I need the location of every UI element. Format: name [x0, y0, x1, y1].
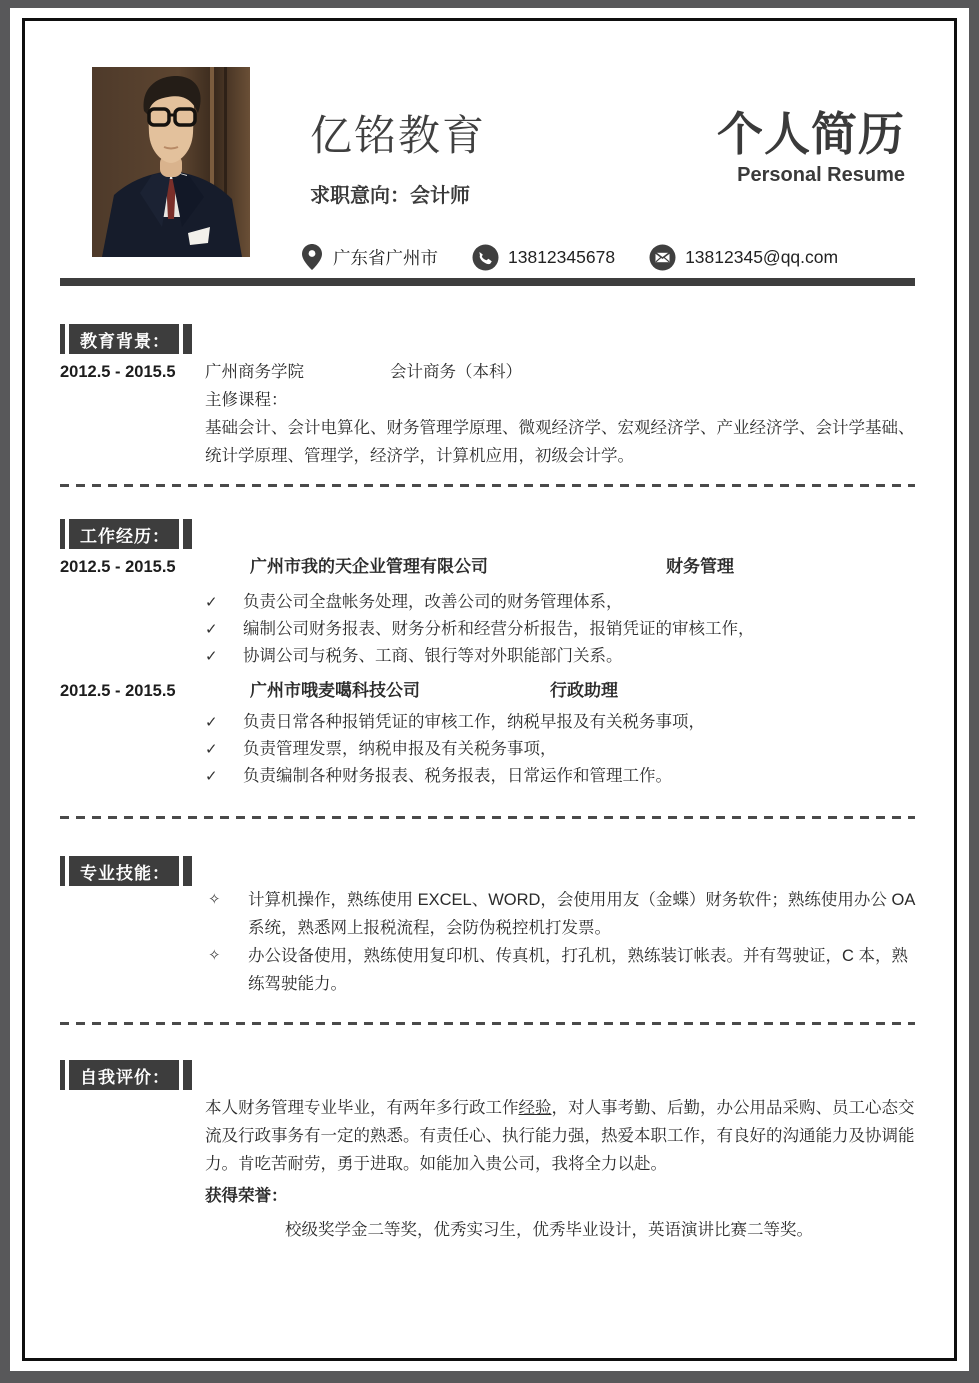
honors-text: 校级奖学金二等奖，优秀实习生，优秀毕业设计，英语演讲比赛二等奖。: [285, 1221, 813, 1239]
contact-phone-text: 13812345678: [508, 246, 616, 267]
section-title-box: 自我评价：: [69, 1060, 179, 1090]
profile-photo: [92, 67, 250, 257]
education-entry: [60, 358, 915, 386]
job-bullet-list: [60, 709, 915, 790]
resume-title: 个人简历: [717, 108, 905, 160]
education-courses-label: 主修课程：: [205, 391, 288, 409]
check-icon: ✓: [205, 741, 218, 758]
header-divider-bar: [60, 278, 915, 286]
check-icon: ✓: [205, 648, 218, 665]
underlined-word: 经验: [518, 1099, 552, 1117]
job-company: 广州市哦麦噶科技公司: [250, 681, 420, 700]
location-icon: [300, 243, 324, 271]
diamond-icon: ✧: [208, 947, 221, 964]
check-icon: ✓: [205, 714, 218, 731]
section-accent-bar: [183, 1060, 192, 1090]
job-header: [60, 553, 915, 581]
job-bullet: ✓ 协调公司与税务、工商、银行等对外职能部门关系。: [205, 643, 915, 670]
experience-section-header: [60, 519, 915, 549]
phone-icon: [472, 244, 499, 271]
dashed-divider: [60, 484, 915, 487]
skill-item: ✧ 办公设备使用，熟练使用复印机、传真机，打孔机，熟练装订帐表。并有驾驶证，C 本，熟练驾驶能力。: [208, 942, 915, 998]
section-title-box: 专业技能：: [69, 856, 179, 886]
job-bullet: ✓ 负责公司全盘帐务处理，改善公司的财务管理体系，: [205, 589, 915, 616]
section-accent-bar: [183, 856, 192, 886]
resume-title-block: [717, 109, 905, 187]
job-bullet-list: [60, 589, 915, 670]
dashed-divider: [60, 816, 915, 819]
contact-phone: [472, 244, 615, 271]
dashed-divider: [60, 1022, 915, 1025]
diamond-icon: ✧: [208, 891, 221, 908]
job-bullet: ✓ 编制公司财务报表、财务分析和经营分析报告，报销凭证的审核工作，: [205, 616, 915, 643]
job-header: [60, 677, 915, 705]
job-role: 行政助理: [550, 681, 618, 700]
evaluation-paragraph: 本人财务管理专业毕业，有两年多行政工作经验，对人事考勤、后勤，办公用品采购、员工心态交流及行政事务有一定的熟悉。有责任心、执行能力强，热爱本职工作，有良好的沟通能力及协调能力。肯吃苦耐劳，勇于进取。如能加入贵公司，我将全力以赴。: [205, 1099, 915, 1173]
honors-label: 获得荣誉：: [205, 1187, 288, 1205]
section-accent-bar: [60, 856, 65, 886]
education-school: 广州商务学院: [205, 363, 304, 381]
resume-page: [22, 18, 957, 1361]
section-accent-bar: [60, 324, 65, 354]
section-accent-bar: [183, 324, 192, 354]
section-experience: [60, 519, 915, 819]
job-bullet: ✓ 负责编制各种财务报表、税务报表，日常运作和管理工作。: [205, 763, 915, 790]
contact-email-text: 13812345@qq.com: [685, 246, 839, 267]
check-icon: ✓: [205, 594, 218, 611]
resume-subtitle: Personal Resume: [737, 163, 905, 186]
education-courses: 基础会计、会计电算化、财务管理学原理、微观经济学、宏观经济学、产业经济学、会计学基础、统计学原理、管理学，经济学，计算机应用，初级会计学。: [205, 419, 915, 465]
contact-location-text: 广东省广州市: [333, 247, 438, 268]
check-icon: ✓: [205, 768, 218, 785]
job-bullet: ✓ 负责管理发票，纳税申报及有关税务事项，: [205, 736, 915, 763]
education-section-header: [60, 324, 915, 354]
section-skills: [60, 856, 915, 1025]
contact-row: [300, 243, 838, 271]
section-accent-bar: [60, 519, 65, 549]
education-major: 会计商务（本科）: [390, 363, 522, 381]
section-title-box: 教育背景：: [69, 324, 179, 354]
job-date: 2012.5 - 2015.5: [60, 558, 176, 576]
job-company: 广州市我的天企业管理有限公司: [250, 557, 488, 576]
contact-email: [649, 244, 838, 271]
contact-location: [300, 243, 438, 271]
job-bullet: ✓ 负责日常各种报销凭证的审核工作，纳税早报及有关税务事项，: [205, 709, 915, 736]
skill-item: ✧ 计算机操作，熟练使用 EXCEL、WORD，会使用用友（金蝶）财务软件；熟练使用办公 OA 系统，熟悉网上报税流程，会防伪税控机打发票。: [208, 886, 915, 942]
brand-name: 亿铭教育: [310, 112, 487, 159]
skills-section-header: [60, 856, 915, 886]
check-icon: ✓: [205, 621, 218, 638]
email-icon: [649, 244, 676, 271]
job-role: 财务管理: [666, 557, 734, 576]
section-accent-bar: [60, 1060, 65, 1090]
skill-list: [60, 886, 915, 998]
evaluation-section-header: [60, 1060, 915, 1090]
job-date: 2012.5 - 2015.5: [60, 682, 176, 700]
section-education: [60, 324, 915, 487]
resume-header: [60, 21, 915, 286]
section-evaluation: [60, 1060, 915, 1244]
section-accent-bar: [183, 519, 192, 549]
job-intention: 求职意向：会计师: [310, 185, 470, 207]
section-title-box: 工作经历：: [69, 519, 179, 549]
education-date: 2012.5 - 2015.5: [60, 363, 176, 381]
